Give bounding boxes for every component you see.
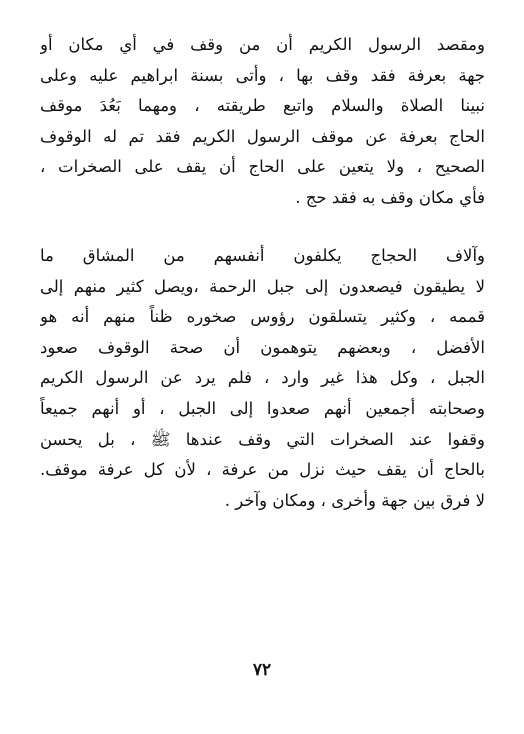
text-line: وصحابته أجمعين أنهم صعدوا إلى الجبل ، أو أنهم جميعاً (40, 398, 485, 418)
text-line: نبينا الصلاة والسلام واتبع طريقته ، ومهما بَعُدَ موقف (40, 96, 485, 116)
text-line: قممه ، وكثير يتسلقون رؤوس صخوره ظناً منهم أنه هو (40, 307, 485, 327)
text-line: جهة بعرفة فقد وقف بها ، وأتى بسنة ابراهيم عليه وعلى (40, 65, 485, 85)
text-line: فأي مكان وقف به فقد حج . (295, 187, 485, 207)
text-line: الحاج بعرفة عن موقف الرسول الكريم فقد تم له الوقوف (40, 126, 485, 146)
text-line: وآلاف الحجاج يكلفون أنفسهم من المشاق ما (40, 246, 485, 265)
text-line: ومقصد الرسول الكريم أن من وقف في أي مكان أو (40, 35, 485, 54)
text-line: الجبل ، وكل هذا غير وارد ، فلم يرد عن الرسول الكريم (40, 368, 485, 388)
page-number: ٧٢ (252, 660, 272, 680)
text-line: لا يطيقون فيصعدون إلى جبل الرحمة ،ويصل كثير منهم إلى (40, 276, 485, 296)
paragraph-1 (40, 30, 485, 214)
text-line: وقفوا عند الصخرات التي وقف عندها ﷺ ، بل يحسن (40, 429, 485, 449)
text-line: بالحاج أن يقف حيث نزل من عرفة ، لأن كل عرفة موقف. (40, 460, 485, 480)
paragraph-2 (40, 241, 485, 516)
text-line: لا فرق بين جهة وأخرى ، ومكان وآخر . (224, 490, 485, 510)
text-line: الصحيح ، ولا يتعين على الحاج أن يقف على الصخرات ، (40, 157, 485, 177)
text-line: الأفضل ، وبعضهم يتوهمون أن صحة الوقوف صعود (40, 337, 485, 357)
